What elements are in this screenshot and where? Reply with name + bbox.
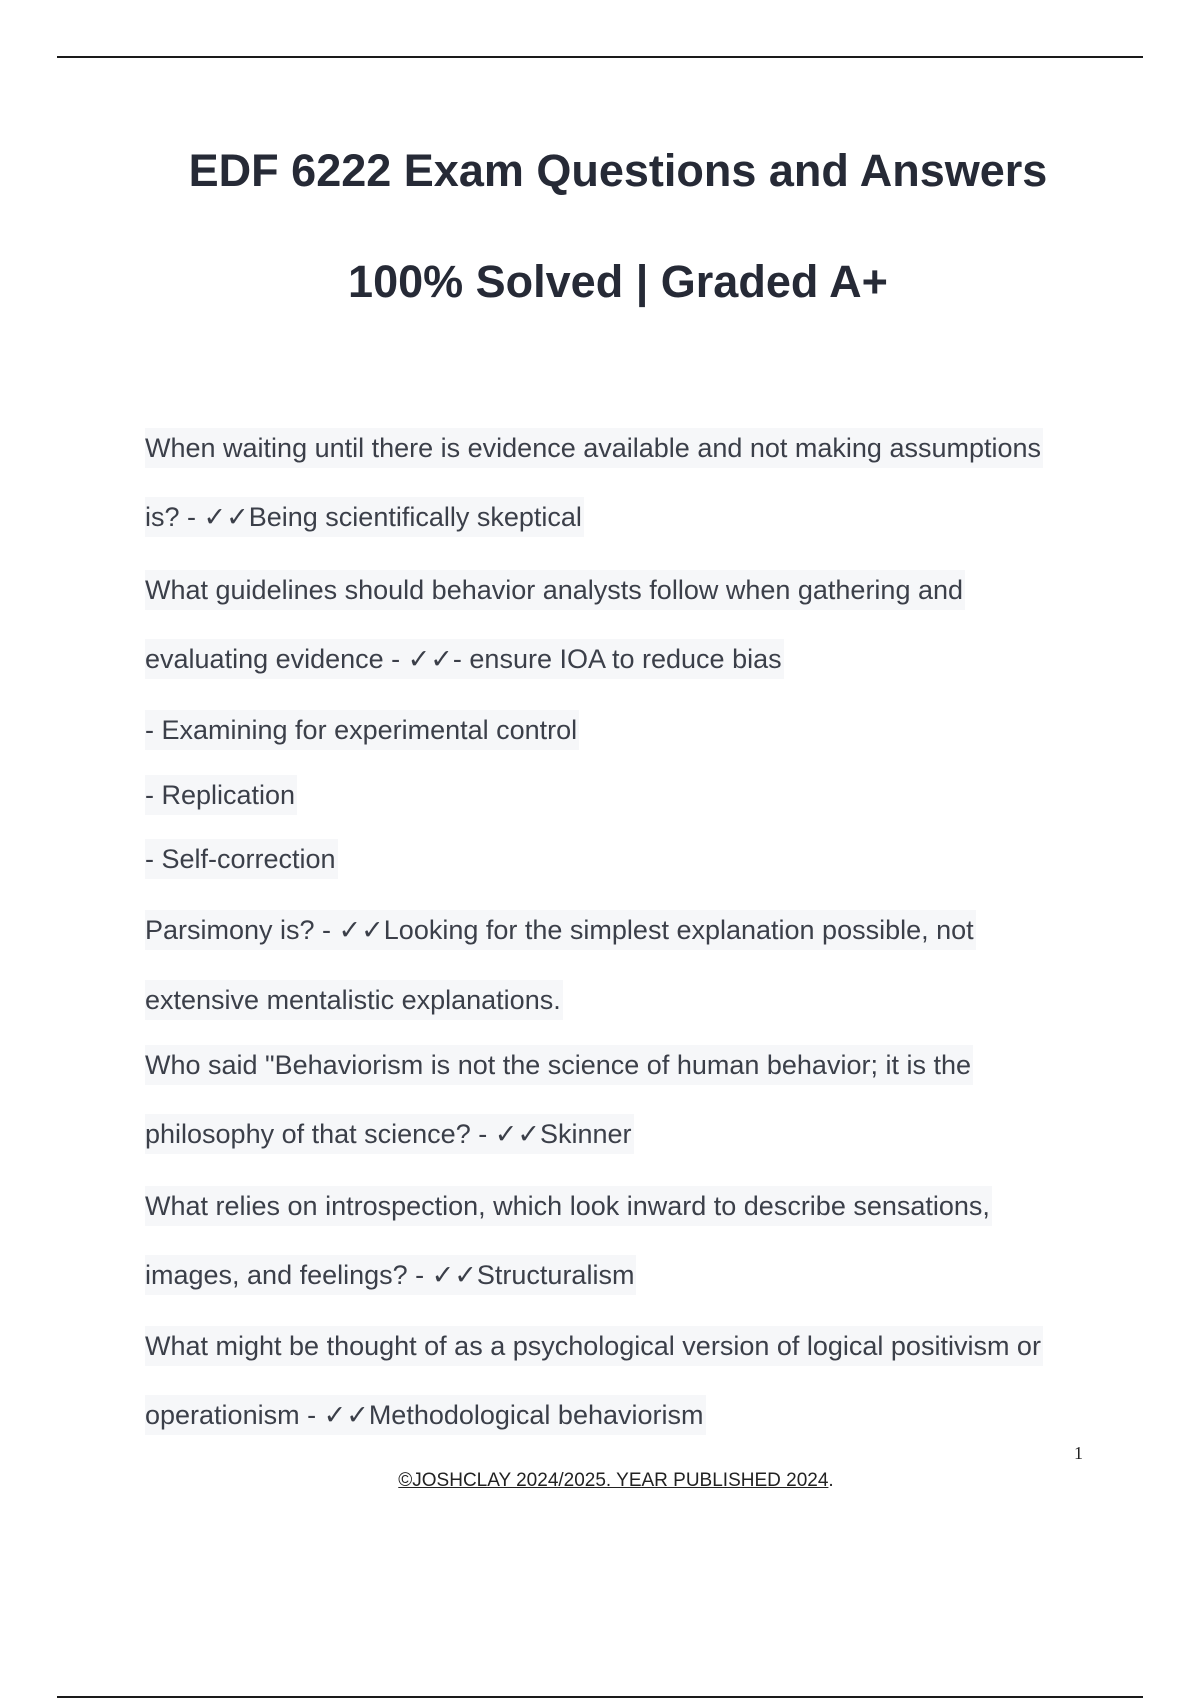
top-rule [57, 56, 1143, 58]
qa-line: - Self-correction [145, 839, 1085, 879]
footer-period: . [828, 1470, 834, 1491]
footer-copyright [0, 1470, 1200, 1492]
qa-line: What might be thought of as a psychological version of logical positivism or [145, 1326, 1085, 1366]
qa-line: - Examining for experimental control [145, 710, 1085, 750]
bottom-rule [57, 1696, 1143, 1698]
qa-line: Who said "Behaviorism is not the science of human behavior; it is the [145, 1045, 1085, 1085]
qa-line: What relies on introspection, which look inward to describe sensations, [145, 1186, 1085, 1226]
qa-line: What guidelines should behavior analysts follow when gathering and [145, 570, 1085, 610]
qa-line: operationism - ✓✓Methodological behaviorism [145, 1395, 1085, 1435]
document-title-line-1: EDF 6222 Exam Questions and Answers [188, 145, 1048, 196]
qa-line: - Replication [145, 775, 1085, 815]
qa-line: images, and feelings? - ✓✓Structuralism [145, 1255, 1085, 1295]
qa-line: philosophy of that science? - ✓✓Skinner [145, 1114, 1085, 1154]
qa-line: evaluating evidence - ✓✓- ensure IOA to reduce bias [145, 639, 1085, 679]
qa-line: When waiting until there is evidence available and not making assumptions [145, 428, 1085, 468]
qa-line: Parsimony is? - ✓✓Looking for the simplest explanation possible, not [145, 910, 1085, 950]
qa-line: extensive mentalistic explanations. [145, 980, 1085, 1020]
qa-line: is? - ✓✓Being scientifically skeptical [145, 497, 1085, 537]
footer-copyright-text: ©JOSHCLAY 2024/2025. YEAR PUBLISHED 2024 [398, 1470, 829, 1491]
page-number: 1 [1074, 1443, 1083, 1463]
document-title-line-2: 100% Solved | Graded A+ [348, 256, 888, 307]
